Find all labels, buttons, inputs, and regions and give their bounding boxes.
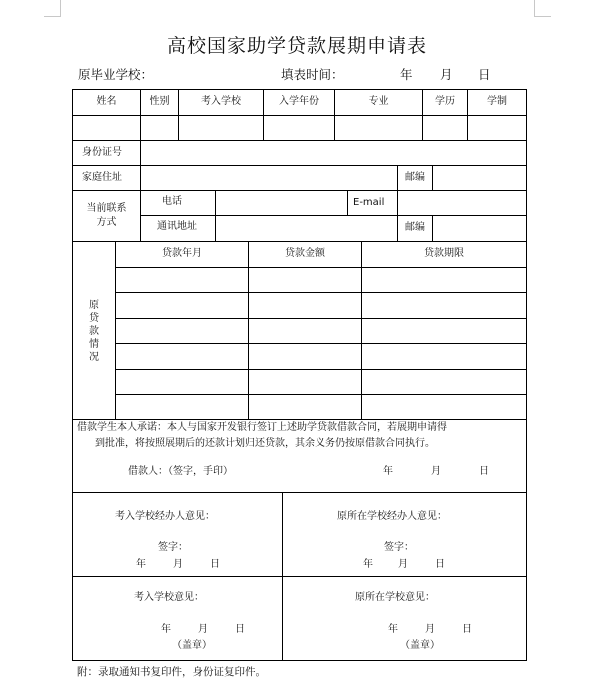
admit-school-day: 日 [235, 624, 245, 635]
attachment-footnote: 附：录取通知书复印件，身份证复印件。 [77, 666, 266, 678]
origin-officer-day: 日 [435, 559, 445, 570]
contact-postcode-label: 邮编 [405, 222, 425, 233]
origin-officer-sign-label: 签字： [384, 542, 414, 553]
contact-email-label: E-mail [353, 197, 385, 208]
admit-officer-year: 年 [136, 559, 146, 570]
loan-section-label: 原贷款情况 [89, 300, 99, 363]
pledge-day: 日 [479, 466, 489, 477]
origin-officer-month: 月 [398, 559, 408, 570]
contact-label-line2: 方式 [96, 217, 117, 228]
date-year: 年 [400, 67, 413, 82]
pledge-line1: 借款学生本人承诺：本人与国家开发银行签订上述助学贷款借款合同，若展期申请得 [77, 422, 447, 433]
origin-officer-opinion-title: 原所在学校经办人意见： [337, 511, 447, 522]
loan-col-date: 贷款年月 [162, 248, 202, 259]
origin-school-seal: （盖章） [400, 640, 440, 651]
admit-school-seal: （盖章） [172, 640, 212, 651]
date-day: 日 [478, 67, 491, 82]
header-system: 学制 [487, 96, 507, 107]
header-gender: 性别 [149, 96, 170, 107]
date-month: 月 [440, 67, 453, 82]
admit-officer-sign-label: 签字： [158, 542, 188, 553]
origin-school-day: 日 [462, 624, 472, 635]
header-admit-year: 入学年份 [279, 96, 319, 107]
header-admit-school: 考入学校 [201, 96, 241, 107]
origin-school-month: 月 [425, 624, 435, 635]
origin-school-opinion-title: 原所在学校意见： [355, 592, 435, 603]
borrower-signature-label: 借款人：（签字，手印） [128, 466, 233, 477]
id-number-label: 身份证号 [82, 147, 122, 158]
contact-address-label: 通讯地址 [157, 221, 197, 232]
admit-officer-opinion-title: 考入学校经办人意见： [115, 511, 215, 522]
origin-school-year: 年 [388, 624, 398, 635]
school-label: 原毕业学校： [78, 67, 154, 82]
pledge-line2: 到批准，将按照展期后的还款计划归还贷款，其余义务仍按原借款合同执行。 [95, 438, 435, 449]
admit-school-year: 年 [161, 624, 171, 635]
admit-school-opinion-title: 考入学校意见： [134, 592, 204, 603]
contact-phone-label: 电话 [162, 196, 182, 207]
date-label: 填表时间： [281, 67, 344, 82]
admit-officer-month: 月 [173, 559, 183, 570]
header-name: 姓名 [96, 96, 117, 107]
pledge-month: 月 [431, 466, 441, 477]
home-address-label: 家庭住址 [82, 172, 122, 183]
form-title: 高校国家助学贷款展期申请表 [166, 35, 427, 57]
home-postcode-label: 邮编 [405, 172, 425, 183]
contact-label-line1: 当前联系 [86, 203, 127, 214]
header-major: 专业 [368, 96, 389, 107]
pledge-year: 年 [383, 466, 393, 477]
origin-officer-year: 年 [363, 559, 373, 570]
admit-school-month: 月 [198, 624, 208, 635]
header-degree: 学历 [435, 96, 455, 107]
admit-officer-day: 日 [210, 559, 220, 570]
loan-col-amount: 贷款金额 [285, 248, 325, 259]
loan-col-term: 贷款期限 [424, 248, 464, 259]
